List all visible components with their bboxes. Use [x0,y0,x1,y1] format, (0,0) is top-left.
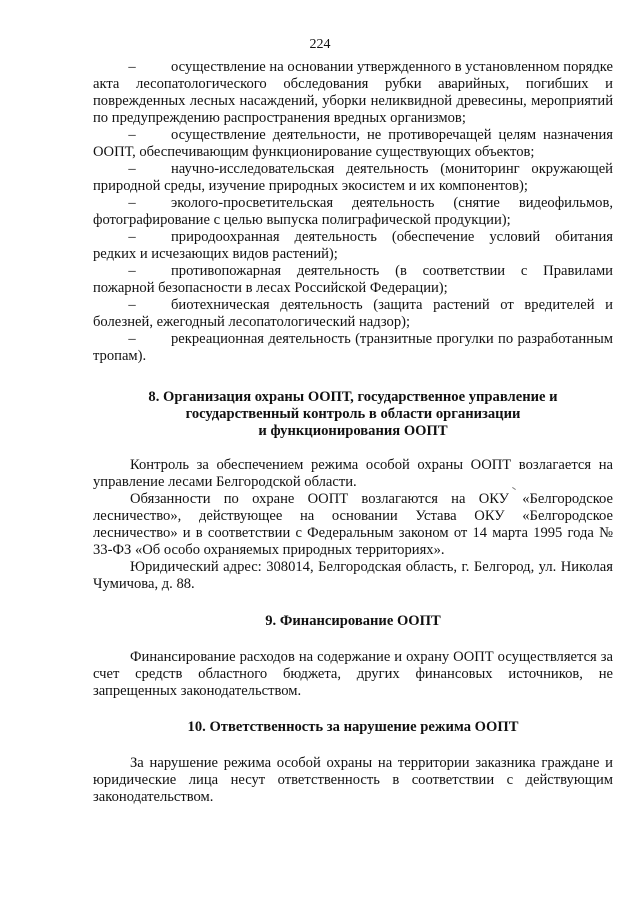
list-dash: – [128,127,136,143]
section-10-body [93,755,613,806]
section-8-paragraph: Контроль за обеспечением режима особой охраны ООПТ возлагается на управление лесами Белгородской области. [93,457,613,490]
permitted-activities-list [93,59,613,365]
section-8-address: Юридический адрес: 308014, Белгородская область, г. Белгород, ул. Николая Чумичова, д. 88. [93,559,613,592]
list-dash: – [128,331,136,347]
list-item-text: противопожарная деятельность (в соответствии с Правилами пожарной безопасности в лесах Российской Федерации); [93,263,613,296]
section-10-heading: 10. Ответственность за нарушение режима ООПТ [187,719,519,735]
section-8-heading-line-3: и функционирования ООПТ [258,423,448,439]
section-8-heading [93,389,613,440]
list-dash: – [128,161,136,177]
list-dash: – [128,229,136,245]
list-item-text: биотехническая деятельность (защита растений от вредителей и болезней, ежегодный лесопатологический надзор); [93,297,613,330]
section-8-body [93,457,613,593]
list-item [93,229,613,263]
section-9-heading: 9. Финансирование ООПТ [265,613,441,629]
list-item-text: осуществление на основании утвержденного в установленном порядке акта лесопатологического обследования рубки аварийных, погибших и поврежденных лесных насаждений, уборки неликвидной древесины, мероприятий по предупреждению распространения вредных организмов; [93,59,613,126]
section-8-heading-line-2: государственный контроль в области организации [185,406,521,422]
list-dash: – [128,195,136,211]
list-item-text: природоохранная деятельность (обеспечение условий обитания редких и исчезающих видов растений); [93,229,613,262]
list-item-text: научно-исследовательская деятельность (мониторинг окружающей природной среды, изучение природных экосистем и их компонентов); [93,161,613,194]
list-item-text: эколого-просветительская деятельность (снятие видеофильмов, фотографирование с целью выпуска полиграфической продукции); [93,195,613,228]
list-item-text: рекреационная деятельность (транзитные прогулки по разработанным тропам). [93,331,613,364]
section-9-paragraph: Финансирование расходов на содержание и охрану ООПТ осуществляется за счет средств областного бюджета, других финансовых источников, не запрещенных законодательством. [93,649,613,699]
section-8-paragraph: Обязанности по охране ООПТ возлагаются на ОКУ «Белгородское лесничество», действующее на основании Устава ОКУ «Белгородское лесничество» и в соответствии с Федеральным законом от 14 марта 1995 года № 33-ФЗ «Об особо охраняемых природных территориях». [93,491,613,558]
document-content [93,59,613,806]
list-dash: – [128,263,136,279]
section-8-heading-line-1: 8. Организация охраны ООПТ, государственное управление и [148,389,558,405]
list-item [93,195,613,229]
list-item [93,263,613,297]
list-item [93,331,613,365]
section-10-paragraph: За нарушение режима особой охраны на территории заказника граждане и юридические лица несут ответственность в соответствии с действующим законодательством. [93,755,613,805]
list-item [93,161,613,195]
list-item [93,127,613,161]
section-9-body [93,649,613,700]
list-dash: – [128,59,136,75]
list-item [93,59,613,127]
page-number: 224 [309,37,331,52]
list-item-text: осуществление деятельности, не противоречащей целям назначения ООПТ, обеспечивающим функционирование существующих объектов; [93,127,613,160]
list-item [93,297,613,331]
list-dash: – [128,297,136,313]
